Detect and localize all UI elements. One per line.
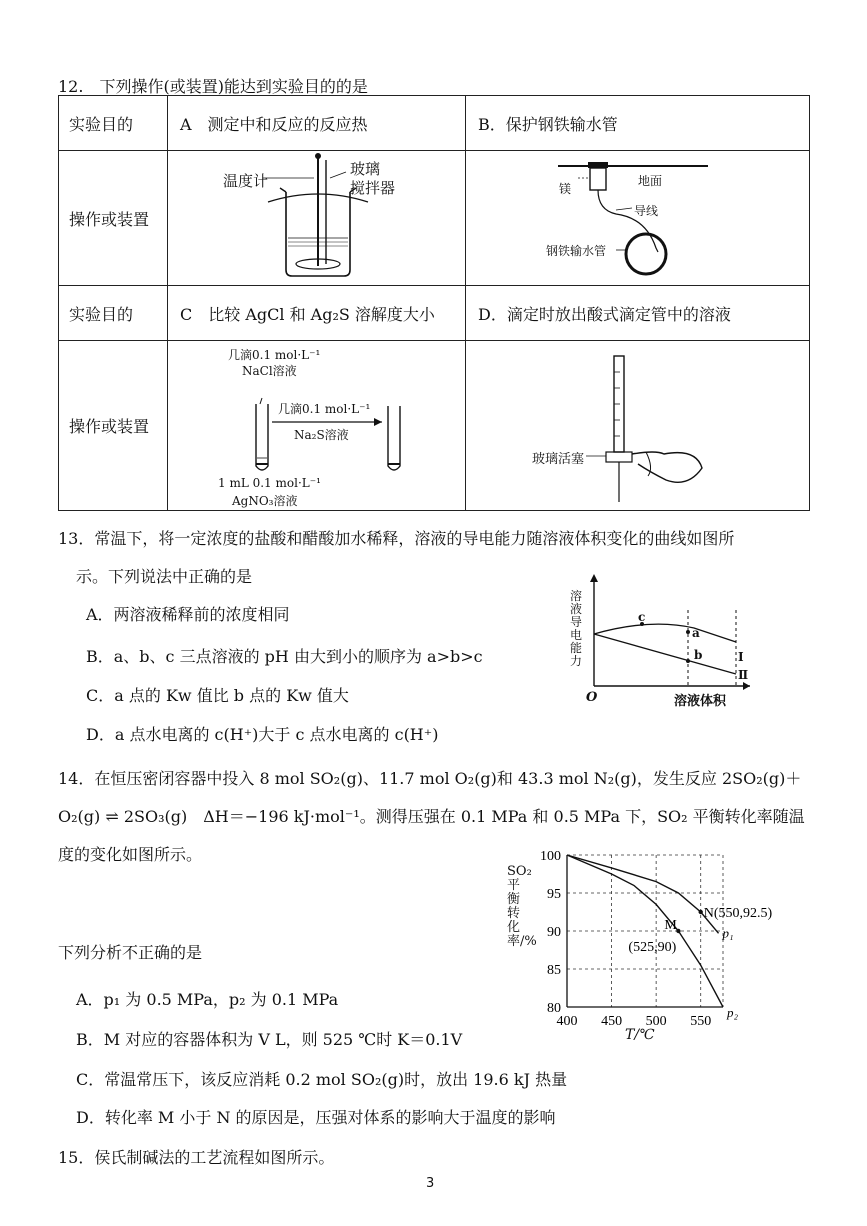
q14-chart: [505, 845, 815, 1045]
magnesium-label: 镁: [559, 181, 572, 196]
series-label-1: p₂: [727, 1005, 739, 1020]
curve-ii: [594, 634, 736, 674]
q13-ylabel: 溶液导电能力: [570, 589, 583, 668]
thermometer-label: 温度计: [223, 171, 269, 190]
q14-ylabel: SO₂平衡转化率/%: [507, 864, 537, 949]
pipe-label: 钢铁输水管: [546, 243, 607, 258]
series-line-0: [567, 855, 719, 933]
agno3-label-2: AgNO₃溶液: [232, 493, 298, 508]
q14-stem-3: 度的变化如图所示。: [58, 845, 203, 864]
q13-origin: O: [586, 690, 598, 705]
operation-label-row2: 操作或装置: [59, 341, 168, 511]
point-label-n: N(550,92.5): [703, 906, 773, 921]
q12-stem: 12. 下列操作(或装置)能达到实验目的的是: [58, 77, 368, 96]
option-a-title: A 测定中和反应的反应热: [168, 96, 466, 151]
q14-stem-2: O₂(g) ⇌ 2SO₃(g) ΔH＝−196 kJ·mol⁻¹。测得压强在 0.1 MPa 和 0.5 MPa 下，SO₂ 平衡转化率随温: [58, 807, 805, 826]
q13-xlabel: 溶液体积: [674, 694, 727, 709]
q14-chart-svg: [505, 845, 815, 1045]
y-tick-2: 90: [547, 925, 561, 940]
wire-label: 导线: [634, 203, 659, 218]
q13-option-c: C．a 点的 Kw 值比 b 点的 Kw 值大: [86, 686, 349, 705]
y-tick-3: 95: [547, 887, 561, 902]
nacl-label-1: 几滴0.1 mol·L⁻¹: [228, 347, 321, 362]
option-d-figure: [466, 341, 810, 511]
q14-stem-1: 14．在恒压密闭容器中投入 8 mol SO₂(g)、11.7 mol O₂(g)和 43.3 mol N₂(g)，发生反应 2SO₂(g)＋: [58, 769, 802, 788]
operation-label-row1: 操作或装置: [59, 151, 168, 286]
agno3-label-1: 1 mL 0.1 mol·L⁻¹: [218, 475, 321, 490]
option-c-title: C 比较 AgCl 和 Ag₂S 溶解度大小: [168, 286, 466, 341]
series-label-0: p₁: [722, 925, 734, 941]
option-b-figure: [466, 151, 810, 286]
ground-label: 地面: [638, 173, 663, 188]
stopcock-label: 玻璃活塞: [532, 451, 585, 467]
option-d-title: D．滴定时放出酸式滴定管中的溶液: [466, 286, 810, 341]
q12-table: [58, 95, 810, 511]
point-n: [699, 910, 703, 914]
page-number: 3: [426, 1176, 435, 1191]
stirrer-label-1: 玻璃: [350, 159, 381, 178]
point-label-m: M: [664, 918, 677, 933]
curve-i: [594, 624, 736, 642]
option-b-title: B．保护钢铁输水管: [466, 96, 810, 151]
q14-option-b: B．M 对应的容器体积为 V L，则 525 ℃时 K＝0.1V: [76, 1030, 463, 1049]
q13-graph: [570, 570, 760, 710]
q14-question: 下列分析不正确的是: [58, 943, 203, 962]
calorimeter-figure: [168, 152, 453, 285]
q15-stem: 15．侯氏制碱法的工艺流程如图所示。: [58, 1148, 335, 1167]
stirrer-label-2: 搅拌器: [350, 178, 396, 197]
q13-option-a: A．两溶液稀释前的浓度相同: [86, 605, 290, 624]
nacl-label-2: NaCl溶液: [242, 363, 297, 378]
x-tick-3: 550: [690, 1014, 712, 1029]
x-tick-1: 450: [601, 1014, 623, 1029]
purpose-label-row2: 实验目的: [59, 286, 168, 341]
y-tick-1: 85: [547, 963, 561, 978]
option-c-figure: [168, 341, 466, 511]
q14-option-c: C．常温常压下，该反应消耗 0.2 mol SO₂(g)时，放出 19.6 kJ 热量: [76, 1070, 568, 1089]
q13-label-b: b: [694, 648, 703, 662]
q14-option-a: A．p₁ 为 0.5 MPa，p₂ 为 0.1 MPa: [76, 990, 339, 1009]
point-a: [686, 630, 690, 634]
x-tick-2: 500: [645, 1014, 667, 1029]
x-tick-0: 400: [556, 1014, 578, 1029]
q13-label-ii: Ⅱ: [738, 668, 749, 682]
q13-stem-1: 13．常温下，将一定浓度的盐酸和醋酸加水稀释，溶液的导电能力随溶液体积变化的曲线如图所: [58, 529, 735, 548]
point-b: [686, 659, 690, 663]
point-coord-m: (525,90): [628, 940, 677, 955]
q13-label-c: c: [638, 610, 646, 624]
na2s-label-2: Na₂S溶液: [294, 427, 349, 442]
q14-option-d: D．转化率 M 小于 N 的原因是，压强对体系的影响大于温度的影响: [76, 1108, 556, 1127]
y-tick-4: 100: [540, 849, 561, 864]
q13-option-b: B．a、b、c 三点溶液的 pH 由大到小的顺序为 a>b>c: [86, 647, 483, 666]
option-a-figure: [168, 151, 466, 286]
q13-label-a: a: [692, 626, 700, 640]
y-tick-0: 80: [547, 1001, 561, 1016]
purpose-label-row1: 实验目的: [59, 96, 168, 151]
q13-option-d: D．a 点水电离的 c(H⁺)大于 c 点水电离的 c(H⁺): [86, 725, 439, 744]
na2s-label-1: 几滴0.1 mol·L⁻¹: [278, 401, 371, 416]
q14-xlabel: T/℃: [625, 1027, 655, 1043]
q13-label-i: Ⅰ: [738, 650, 744, 664]
q13-stem-2: 示。下列说法中正确的是: [76, 567, 253, 586]
burette-figure: [466, 342, 821, 510]
